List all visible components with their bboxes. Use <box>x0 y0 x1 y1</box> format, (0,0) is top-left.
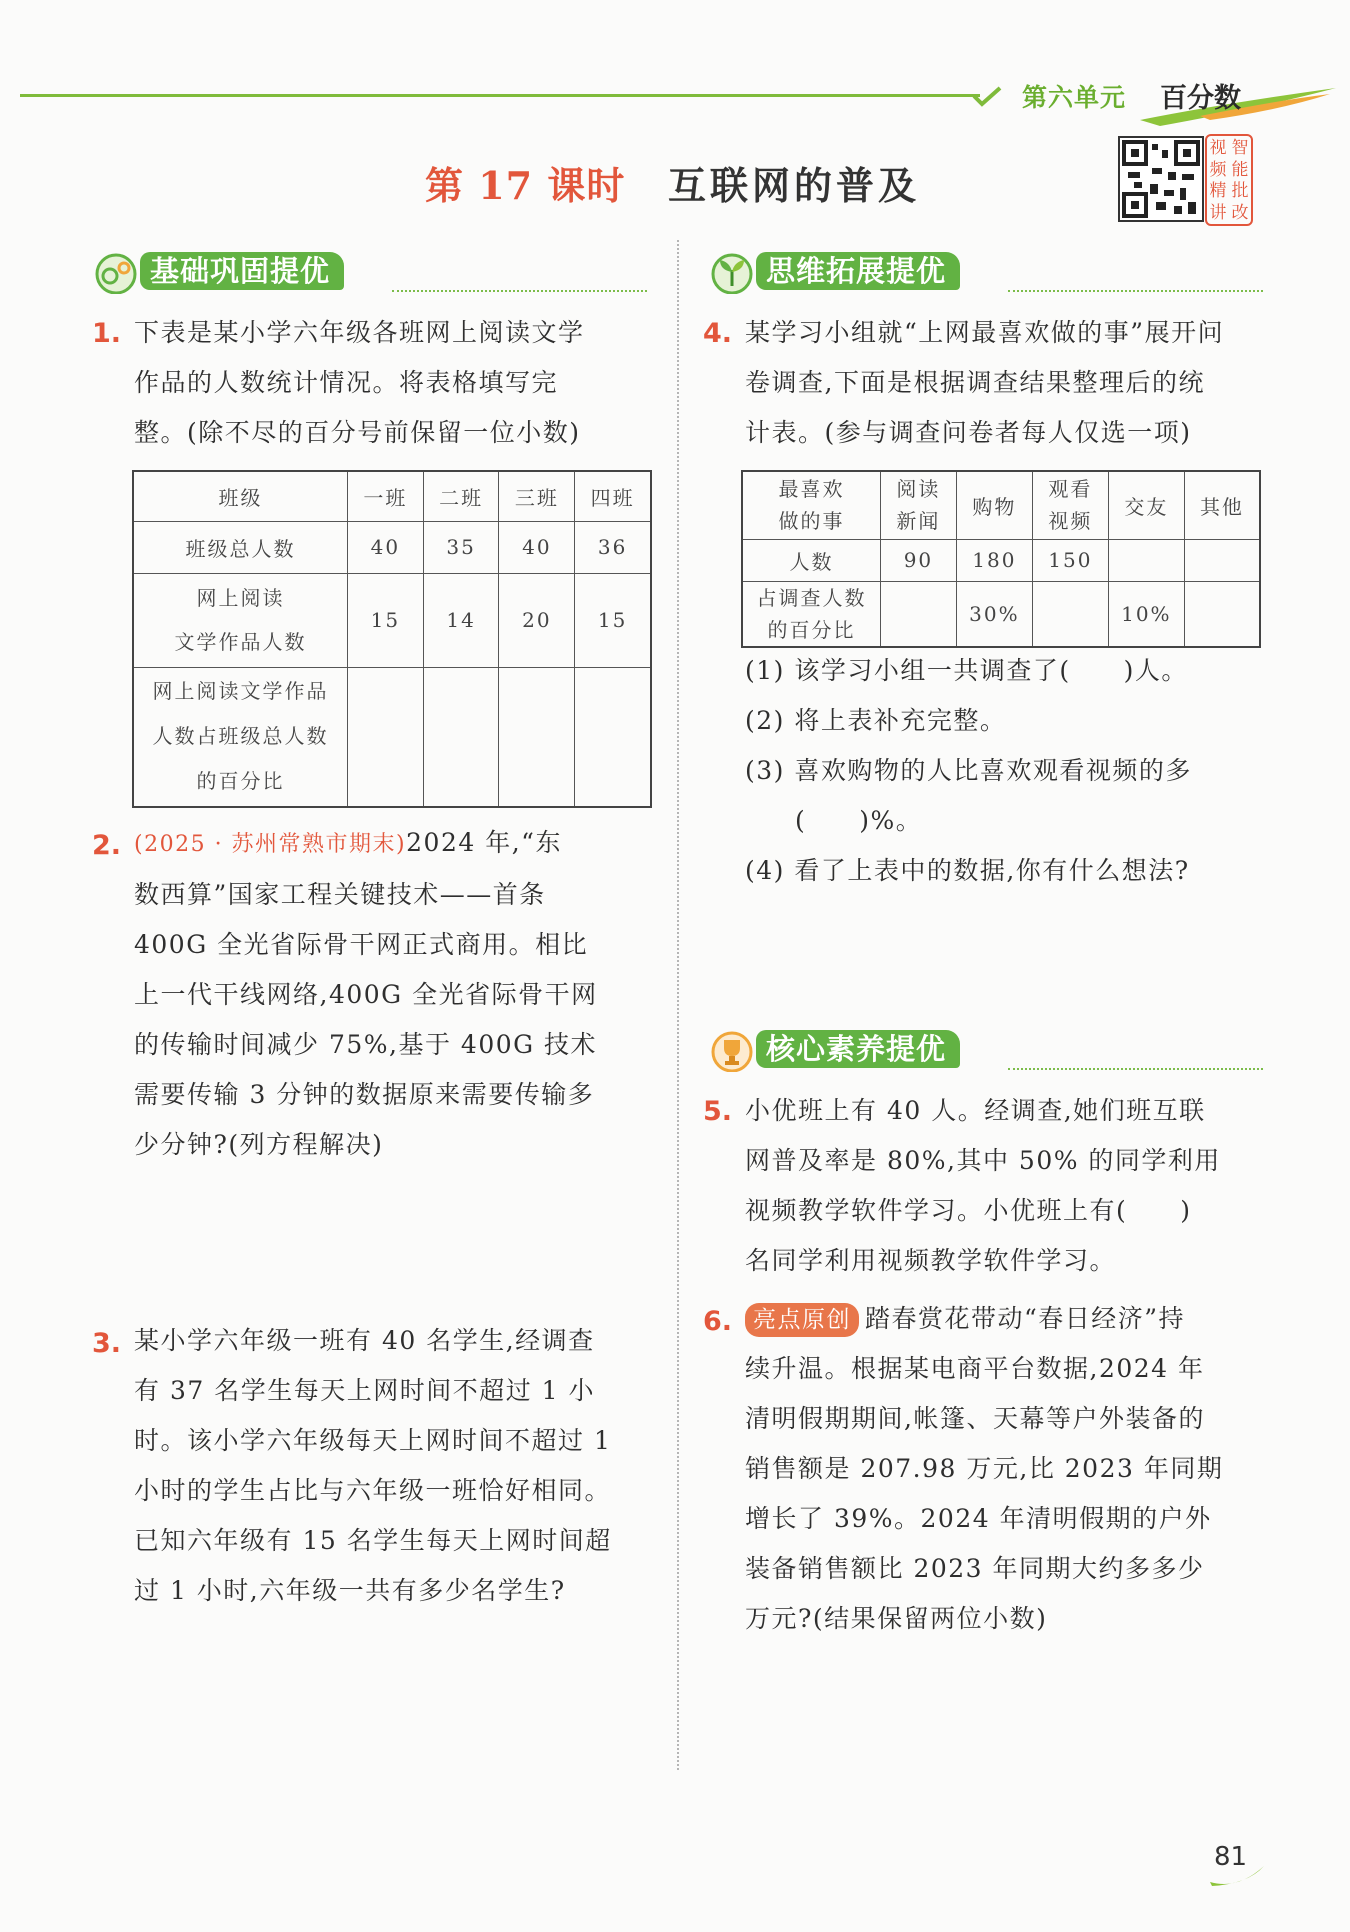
q6-line: 销售额是 207.98 万元,比 2023 年同期 <box>745 1454 1224 1483</box>
q6-text <box>745 1294 1275 1644</box>
t1-cell: 35 <box>423 521 499 573</box>
qr-caption-char: 批 <box>1231 181 1249 201</box>
t2-header <box>742 471 881 539</box>
t2-cell: 180 <box>956 539 1032 581</box>
t1-answer-cell[interactable] <box>499 667 575 807</box>
t1-cell: 40 <box>347 521 423 573</box>
t1-answer-cell[interactable] <box>575 667 651 807</box>
q3-line: 已知六年级有 15 名学生每天上网时间超 <box>134 1526 612 1555</box>
t1-cell: 15 <box>575 573 651 667</box>
t2-header <box>881 471 957 539</box>
q5-line: 网普及率是 80%,其中 50% 的同学利用 <box>745 1146 1221 1175</box>
t2-row-label: 人数 <box>742 539 881 581</box>
q6-line: 装备销售额比 2023 年同期大约多多少 <box>745 1554 1205 1583</box>
qr-caption-char: 智 <box>1231 138 1249 158</box>
q6-first-line <box>745 1294 1275 1344</box>
q4-sub-3-cont: ( )%。 <box>795 806 923 835</box>
q4-sub-4: (4) 看了上表中的数据,你有什么想法? <box>745 856 1190 885</box>
q1-line: 下表是某小学六年级各班网上阅读文学 <box>134 318 585 347</box>
t2-header-line: 阅读 <box>896 477 941 502</box>
q4-sub-3: (3) 喜欢购物的人比喜欢观看视频的多 <box>745 756 1192 785</box>
q3-number: 3. <box>92 1328 122 1359</box>
q4-line: 计表。(参与调查问卷者每人仅选一项) <box>745 418 1192 447</box>
t2-header-line: 新闻 <box>896 509 941 534</box>
q6-line: 万元?(结果保留两位小数) <box>745 1604 1048 1633</box>
q2-line: 的传输时间减少 75%,基于 400G 技术 <box>134 1030 598 1059</box>
q5-line: 名同学利用视频教学软件学习。 <box>745 1246 1117 1275</box>
q4-line: 某学习小组就“上网最喜欢做的事”展开问 <box>745 318 1225 347</box>
t2-header-line: 视频 <box>1048 509 1093 534</box>
t2-header: 其他 <box>1184 471 1260 539</box>
q2-number: 2. <box>92 830 122 861</box>
q3-line: 时。该小学六年级每天上网时间不超过 1 <box>134 1426 612 1455</box>
t1-cell: 40 <box>499 521 575 573</box>
t2-answer-cell[interactable] <box>881 581 957 647</box>
t2-answer-cell[interactable] <box>1184 581 1260 647</box>
q1-line: 作品的人数统计情况。将表格填写完 <box>134 368 559 397</box>
q1-number: 1. <box>92 318 122 349</box>
q4-sub-2: (2) 将上表补充完整。 <box>745 706 1007 735</box>
lesson-number: 第 17 课时 <box>425 163 626 208</box>
t2-cell: 30% <box>956 581 1032 647</box>
sprout-icon <box>708 250 760 294</box>
t2-cell: 90 <box>881 539 957 581</box>
q3-line: 小时的学生占比与六年级一班恰好相同。 <box>134 1476 612 1505</box>
t1-answer-cell[interactable] <box>347 667 423 807</box>
t1-answer-cell[interactable] <box>423 667 499 807</box>
q6-line: 续升温。根据某电商平台数据,2024 年 <box>745 1354 1205 1383</box>
q6-line: 清明假期期间,帐篷、天幕等户外装备的 <box>745 1404 1205 1433</box>
t1-cell: 36 <box>575 521 651 573</box>
q4-text <box>745 308 1265 458</box>
section-thinking <box>708 250 1263 294</box>
t1-row-label-line: 文学作品人数 <box>174 630 307 654</box>
column-divider <box>677 240 679 1770</box>
t2-row-label-line: 占调查人数 <box>756 585 867 610</box>
t2-header-line: 观看 <box>1048 477 1093 502</box>
t1-cell: 15 <box>347 573 423 667</box>
qr-caption-char: 能 <box>1231 159 1249 180</box>
q2-line: 少分钟?(列方程解决) <box>134 1130 384 1159</box>
section-dots <box>1008 1068 1263 1070</box>
q2-first-line <box>134 818 654 870</box>
t2-answer-cell[interactable] <box>1032 581 1108 647</box>
q2-line: 400G 全光省际骨干网正式商用。相比 <box>134 930 589 959</box>
t1-header: 四班 <box>575 471 651 521</box>
section-basic <box>92 250 647 294</box>
q3-text <box>134 1316 654 1616</box>
q3-line: 过 1 小时,六年级一共有多少名学生? <box>134 1576 566 1605</box>
page-swoosh-icon <box>1208 1860 1268 1890</box>
header-rule <box>20 94 980 97</box>
q4-subquestions <box>745 646 1275 896</box>
t1-cell: 14 <box>423 573 499 667</box>
t1-row-label <box>133 667 347 807</box>
unit-label: 第六单元 <box>1022 83 1127 112</box>
t1-row-label-line: 的百分比 <box>196 769 285 794</box>
section-dots <box>1008 290 1263 292</box>
q2-line: 数西算”国家工程关键技术——首条 <box>134 880 546 909</box>
t2-answer-cell[interactable] <box>1108 539 1184 581</box>
t2-cell: 150 <box>1032 539 1108 581</box>
section-basic-title: 基础巩固提优 <box>140 252 344 290</box>
t1-cell: 20 <box>499 573 575 667</box>
trophy-icon <box>708 1028 760 1072</box>
q5-text <box>745 1086 1275 1286</box>
t1-row-label <box>133 573 347 667</box>
q1-table <box>132 470 652 808</box>
q1-text <box>134 308 654 458</box>
t2-row-label-line: 的百分比 <box>767 617 856 642</box>
t2-header: 购物 <box>956 471 1032 539</box>
lesson-title: 互联网的普及 <box>668 163 921 208</box>
q5-line: 小优班上有 40 人。经调查,她们班互联 <box>745 1096 1206 1125</box>
q6-first-rest: 踏春赏花带动“春日经济”持 <box>865 1304 1186 1333</box>
t2-header-line: 最喜欢 <box>778 477 845 502</box>
q4-line: 卷调查,下面是根据调查结果整理后的统 <box>745 368 1205 397</box>
q6-line: 增长了 39%。2024 年清明假期的户外 <box>745 1504 1212 1533</box>
q1-line: 整。(除不尽的百分号前保留一位小数) <box>134 418 581 447</box>
q2-line: 上一代干线网络,400G 全光省际骨干网 <box>134 980 598 1009</box>
highlight-original-badge: 亮点原创 <box>745 1303 859 1337</box>
qr-caption-char: 改 <box>1231 202 1249 223</box>
t1-row-label: 班级总人数 <box>133 521 347 573</box>
q3-line: 有 37 名学生每天上网时间不超过 1 小 <box>134 1376 596 1405</box>
q2-source: (2025 · 苏州常熟市期末) <box>134 832 407 857</box>
q5-line: 视频教学软件学习。小优班上有( ) <box>745 1196 1192 1225</box>
t1-header: 一班 <box>347 471 423 521</box>
q4-table <box>741 470 1261 648</box>
qr-caption-char: 频 <box>1209 159 1227 180</box>
t1-row-label-line: 网上阅读 <box>196 586 285 610</box>
qr-caption-char: 视 <box>1209 138 1227 158</box>
q2-text <box>134 818 654 1170</box>
qr-caption-char: 讲 <box>1209 202 1227 223</box>
q4-number: 4. <box>703 318 733 349</box>
gear-leaf-icon <box>92 250 144 294</box>
qr-caption-char: 精 <box>1209 181 1227 201</box>
q6-number: 6. <box>703 1306 733 1337</box>
t2-answer-cell[interactable] <box>1184 539 1260 581</box>
section-thinking-title: 思维拓展提优 <box>756 252 960 290</box>
q5-number: 5. <box>703 1096 733 1127</box>
qr-code-icon[interactable] <box>1118 136 1204 222</box>
qr-caption <box>1205 134 1253 226</box>
t2-cell: 10% <box>1108 581 1184 647</box>
t2-row-label <box>742 581 881 647</box>
subject-label: 百分数 <box>1160 83 1241 114</box>
t1-header: 三班 <box>499 471 575 521</box>
t1-header: 二班 <box>423 471 499 521</box>
q2-line: 需要传输 3 分钟的数据原来需要传输多 <box>134 1080 595 1109</box>
t1-row-label-line: 网上阅读文学作品 <box>152 679 329 704</box>
t1-row-label-line: 人数占班级总人数 <box>152 724 329 749</box>
section-core <box>708 1028 1263 1072</box>
t2-header: 交友 <box>1108 471 1184 539</box>
t1-header-class: 班级 <box>133 471 347 521</box>
q2-first-rest: 2024 年,“东 <box>406 828 562 857</box>
page-number: 81 <box>1214 1842 1248 1872</box>
section-dots <box>392 290 647 292</box>
q3-line: 某小学六年级一班有 40 名学生,经调查 <box>134 1326 595 1355</box>
check-leaf-icon <box>972 86 1004 108</box>
t2-header-line: 做的事 <box>778 509 845 534</box>
t2-header <box>1032 471 1108 539</box>
section-core-title: 核心素养提优 <box>756 1030 960 1068</box>
q4-sub-1: (1) 该学习小组一共调查了( )人。 <box>745 656 1188 685</box>
